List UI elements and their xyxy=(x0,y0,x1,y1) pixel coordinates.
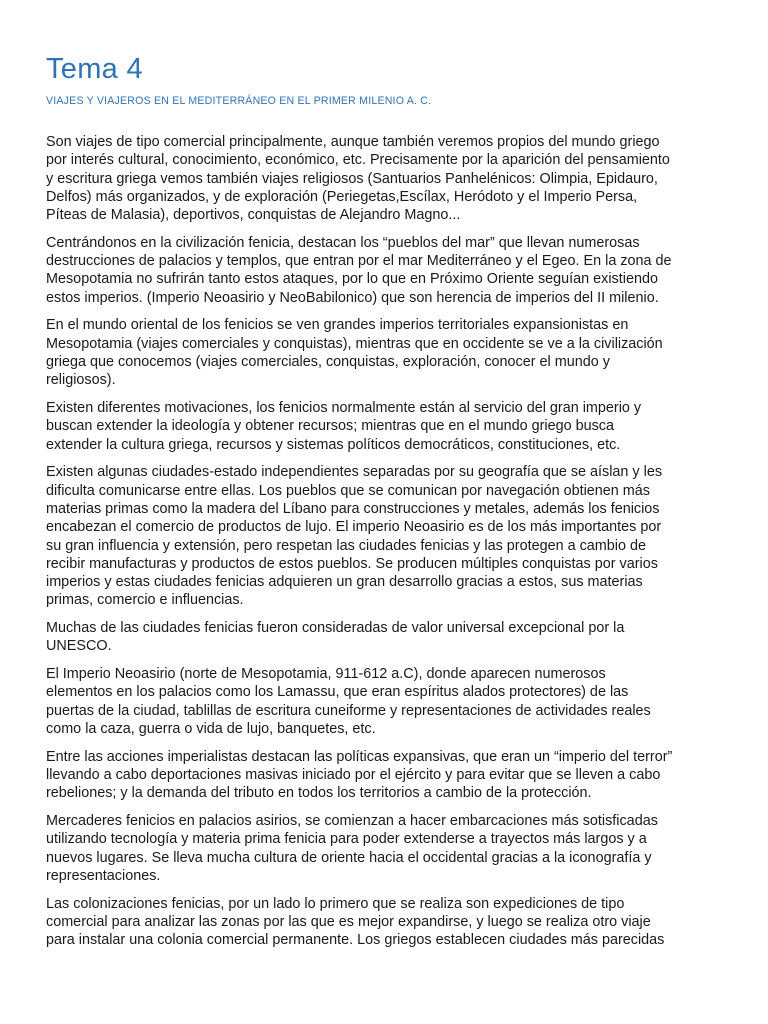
document-title: Tema 4 xyxy=(46,53,143,85)
paragraph-line: Muchas de las ciudades fenicias fueron consideradas de valor universal excepcional por la xyxy=(46,620,625,637)
body-paragraph xyxy=(46,619,726,656)
paragraph-line: para instalar una colonia comercial permanente. Los griegos establecen ciudades más parecidas xyxy=(46,932,665,949)
paragraph-line: UNESCO. xyxy=(46,638,112,655)
paragraph-line: Existen algunas ciudades-estado independientes separadas por su geografía que se aíslan y les xyxy=(46,464,663,481)
paragraph-line: Entre las acciones imperialistas destacan las políticas expansivas, que eran un “imperio del terror” xyxy=(46,748,673,765)
paragraph-line: puertas de la ciudad, tablillas de escritura cuneiforme y representaciones de actividades reales xyxy=(46,702,651,719)
body-paragraph xyxy=(46,463,726,609)
paragraph-line: Píteas de Malasia), deportivos, conquistas de Alejandro Magno... xyxy=(46,207,461,224)
paragraph-line: su gran influencia y extensión, pero respetan las ciudades fenicias y las protegen a cambio de xyxy=(46,537,646,554)
paragraph-line: religiosos). xyxy=(46,372,116,389)
paragraph-line: y escritura griega vemos también viajes religiosos (Santuarios Panhelénicos: Olimpia, Epidauro, xyxy=(46,170,658,187)
paragraph-line: Delfos) más organizados, y de exploración (Periegetas,Escílax, Heródoto y el Imperio Persa, xyxy=(46,188,638,205)
paragraph-line: encabezan el comercio de productos de lujo. El imperio Neoasirio es de los más importantes por xyxy=(46,519,662,536)
paragraph-line: llevando a cabo deportaciones masivas iniciado por el ejército y para evitar que se lleven a cabo xyxy=(46,766,661,783)
document-body xyxy=(46,133,726,949)
body-paragraph xyxy=(46,234,726,307)
paragraph-line: dificulta comunicarse entre ellas. Los pueblos que se comunican por navegación obtienen más xyxy=(46,482,650,499)
paragraph-line: Existen diferentes motivaciones, los fenicios normalmente están al servicio del gran imperio y xyxy=(46,400,642,417)
paragraph-line: griega que conocemos (viajes comerciales, conquistas, exploración, conocer el mundo y xyxy=(46,354,610,371)
paragraph-line: recibir manufacturas y productos de estos pueblos. Se producen múltiples conquistas por varios xyxy=(46,555,658,572)
paragraph-line: destrucciones de palacios y templos, que entran por el mar Mediterráneo y el Egeo. En la zona de xyxy=(46,253,672,270)
body-paragraph xyxy=(46,748,726,803)
body-paragraph xyxy=(46,133,726,224)
paragraph-line: comercial para analizar las zonas por las que es mejor expandirse, y luego se realiza otro viaje xyxy=(46,913,651,930)
paragraph-line: Mercaderes fenicios en palacios asirios, se comienzan a hacer embarcaciones más sotisficadas xyxy=(46,812,658,829)
paragraph-line: extender la cultura griega, recursos y sistemas políticos democráticos, constituciones, etc. xyxy=(46,436,621,453)
paragraph-line: estos imperios. (Imperio Neoasirio y NeoBabilonico) que son herencia de imperios del II milenio. xyxy=(46,289,659,306)
paragraph-line: primas, comercio e influencias. xyxy=(46,592,244,609)
paragraph-line: Mesopotamia no sufrirán tanto estos ataques, por lo que en Próximo Oriente seguían existiendo xyxy=(46,271,658,288)
body-paragraph xyxy=(46,665,726,738)
paragraph-line: rebeliones; y la demanda del tributo en todos los territorios a cambio de la protección. xyxy=(46,785,592,802)
paragraph-line: El Imperio Neoasirio (norte de Mesopotamia, 911-612 a.C), donde aparecen numerosos xyxy=(46,666,606,683)
paragraph-line: por interés cultural, conocimiento, económico, etc. Precisamente por la aparición del pensamiento xyxy=(46,152,670,169)
paragraph-line: como la caza, guerra o vida de lujo, banquetes, etc. xyxy=(46,720,376,737)
paragraph-line: imperios y estas ciudades fenicias adquieren un gran desarrollo gracias a estos, sus materias xyxy=(46,574,643,591)
paragraph-line: Centrándonos en la civilización fenicia, destacan los “pueblos del mar” que llevan numerosas xyxy=(46,234,640,251)
paragraph-line: Las colonizaciones fenicias, por un lado lo primero que se realiza son expediciones de tipo xyxy=(46,895,625,912)
paragraph-line: buscan extender la ideología y obtener recursos; mientras que en el mundo griego busca xyxy=(46,418,614,435)
body-paragraph xyxy=(46,895,726,950)
paragraph-line: elementos en los palacios como los Lamassu, que eran espíritus alados protectores) de las xyxy=(46,684,629,701)
body-paragraph xyxy=(46,399,726,454)
document-page xyxy=(46,50,726,959)
body-paragraph xyxy=(46,812,726,885)
paragraph-line: En el mundo oriental de los fenicios se ven grandes imperios territoriales expansionistas en xyxy=(46,317,629,334)
paragraph-line: Son viajes de tipo comercial principalmente, aunque también veremos propios del mundo griego xyxy=(46,134,660,150)
body-paragraph xyxy=(46,316,726,389)
paragraph-line: representaciones. xyxy=(46,867,161,884)
paragraph-line: materias primas como la madera del Líbano para construcciones y metales, además los fenicios xyxy=(46,500,660,517)
paragraph-line: Mesopotamia (viajes comerciales y conquistas), mientras que en occidente se ve a la civilización xyxy=(46,335,663,352)
paragraph-line: nuevos lugares. Se lleva mucha cultura de oriente hacia el occidental gracias a la iconografía y xyxy=(46,849,652,866)
paragraph-line: utilizando tecnología y materia prima fenicia para poder extenderse a trayectos más largos y a xyxy=(46,831,647,848)
document-subtitle: VIAJES Y VIAJEROS EN EL MEDITERRÁNEO EN EL PRIMER MILENIO A. C. xyxy=(46,95,432,107)
